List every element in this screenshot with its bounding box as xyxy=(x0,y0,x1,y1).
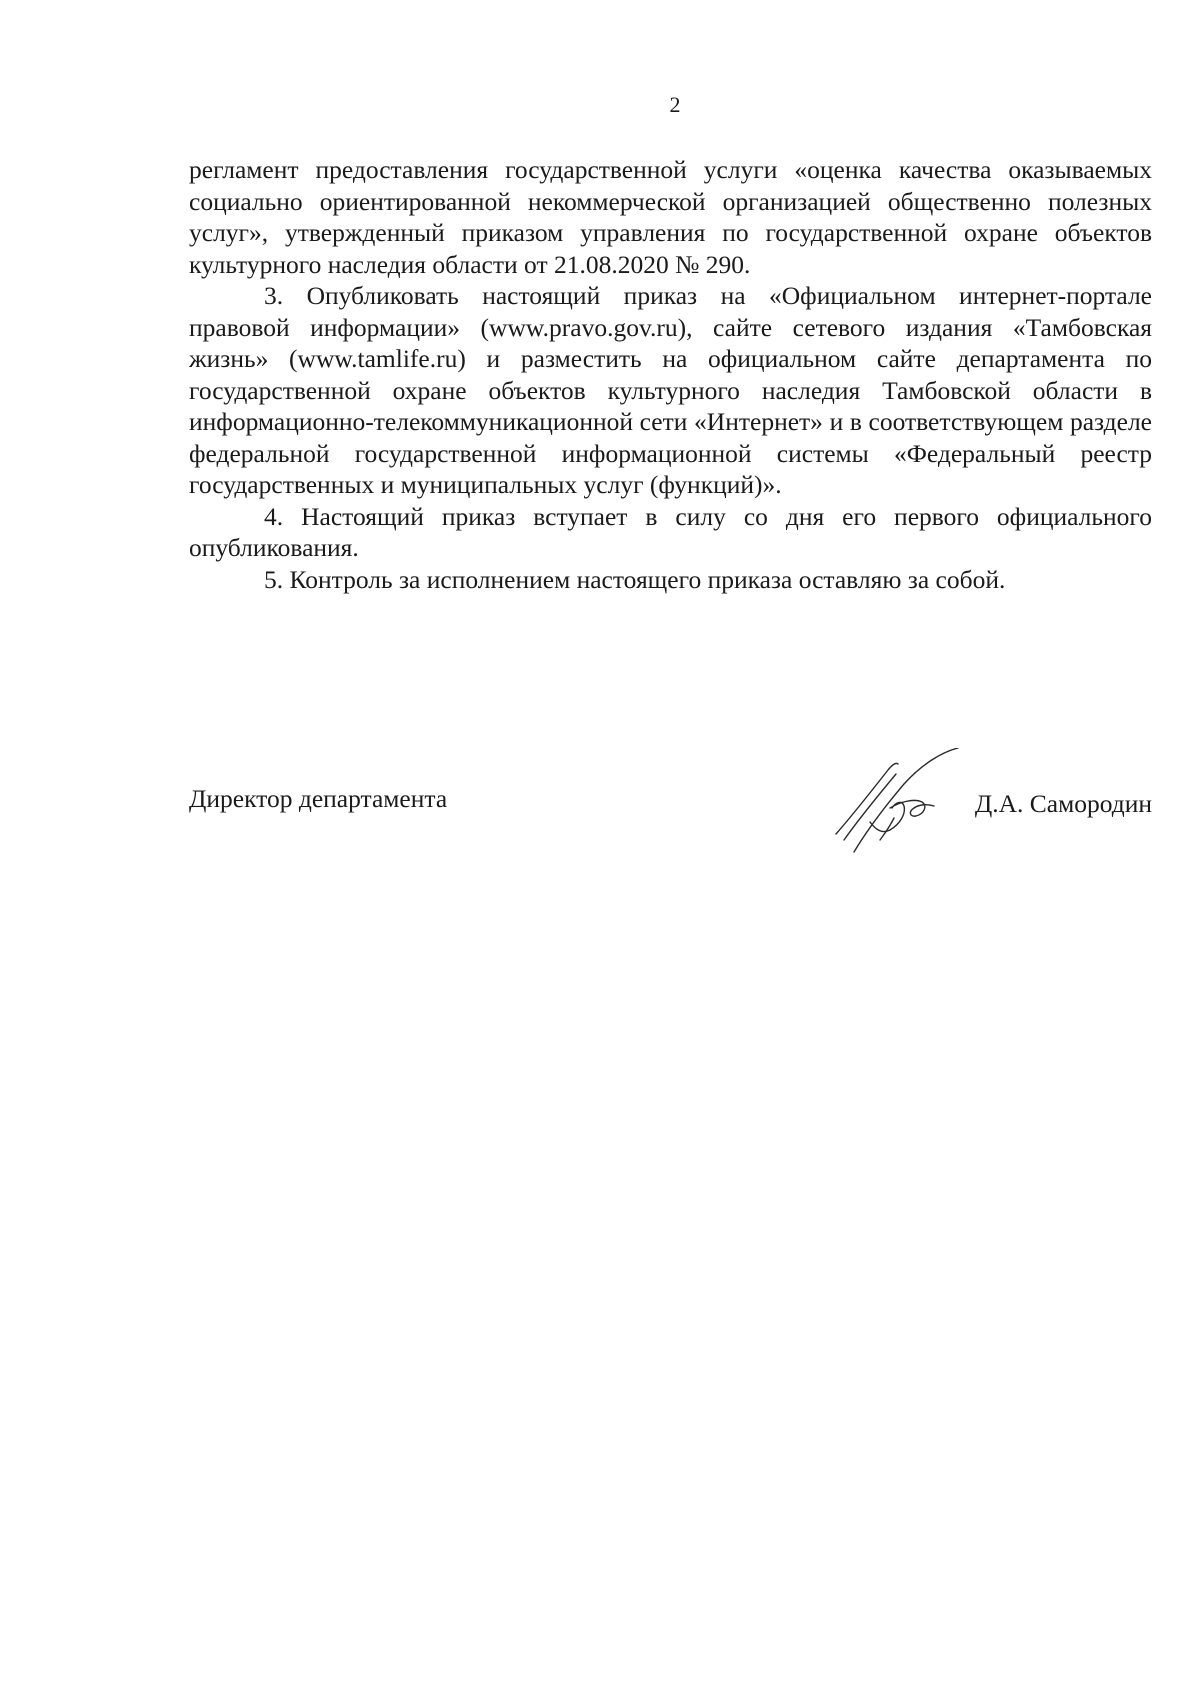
signer-name: Д.А. Самородин xyxy=(974,789,1152,818)
paragraph-item-3-publication: 3. Опубликовать настоящий приказ на «Официальном интернет-портале правовой информации» (www.pravo.gov.ru), сайте сетевого издания «Тамбовская жизнь» (www.tamlife.ru) и разместить на официальном сайте департамента по государственной охране объектов культурного наследия Тамбовской области в информационно-телекоммуникационной сети «Интернет» и в соответствующем разделе федеральной государственной информационной системы «Федеральный реестр государственных и муниципальных услуг (функций)». xyxy=(189,281,1152,499)
handwritten-signature xyxy=(830,748,980,858)
paragraph-regulation-continuation: регламент предоставления государственной услуги «оценка качества оказываемых социально ориентированной некоммерческой организацией общественно полезных услуг», утвержденный приказом управления по государственной охране объектов культурного наследия области от 21.08.2020 № 290. xyxy=(189,155,1152,279)
signature-block xyxy=(189,783,1152,823)
paragraph-item-5-control: 5. Контроль за исполнением настоящего приказа оставляю за собой. xyxy=(264,564,1006,594)
page-number: 2 xyxy=(669,92,681,117)
document-body xyxy=(189,154,1152,595)
signer-position: Директор департамента xyxy=(189,784,448,813)
paragraph-item-4-effective-date: 4. Настоящий приказ вступает в силу со дня его первого официального опубликования. xyxy=(189,501,1152,562)
